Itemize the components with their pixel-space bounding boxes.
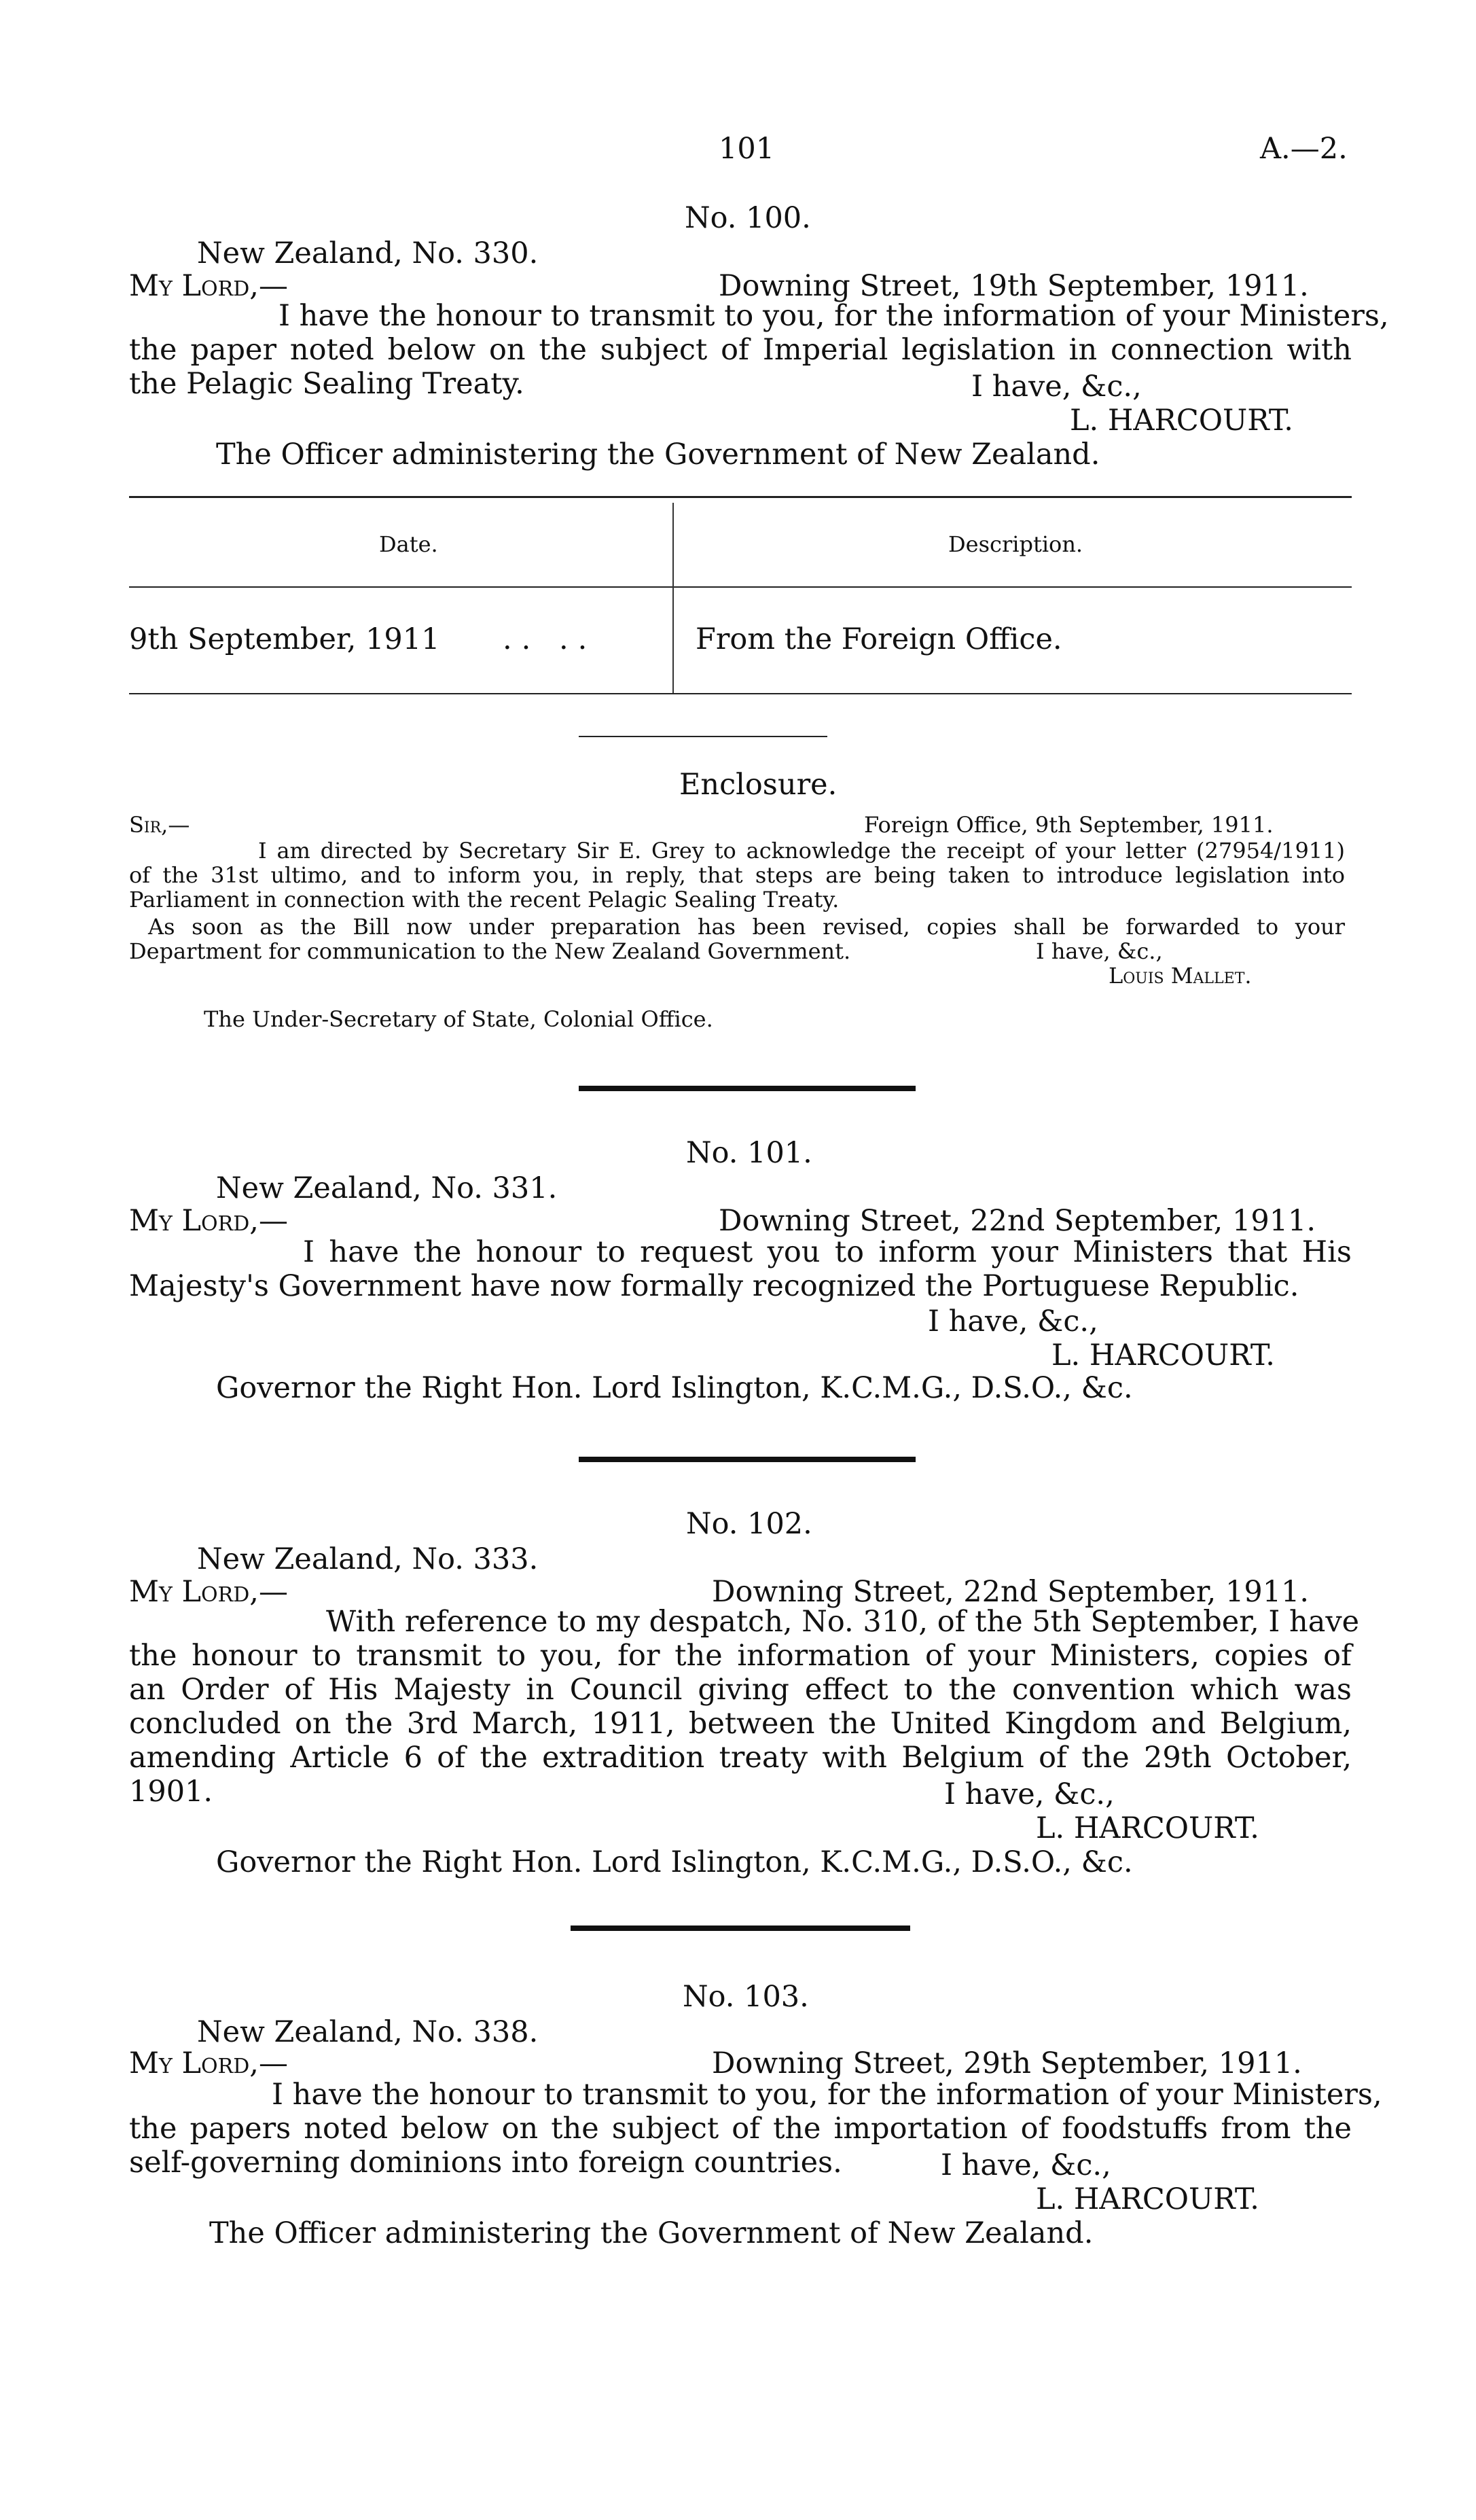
enclosure-closing: I have, &c., <box>1036 938 1163 964</box>
letter-reference: New Zealand, No. 330. <box>197 236 539 270</box>
separator-rule <box>579 736 827 737</box>
section-divider <box>571 1926 910 1931</box>
body-line: Majesty's Government have now formally recognized the Portuguese Republic. <box>129 1269 1299 1303</box>
salutation: My Lord,— <box>129 2046 288 2080</box>
enclosure-title: Enclosure. <box>679 768 838 802</box>
body-line: I have the honour to transmit to you, for the information of your Ministers, <box>278 299 1389 333</box>
addressee: Governor the Right Hon. Lord Islington, K.C.M.G., D.S.O., &c. <box>216 1371 1133 1405</box>
closing: I have, &c., <box>941 2148 1111 2182</box>
enclosure-address-date: Foreign Office, 9th September, 1911. <box>864 812 1274 838</box>
letter-number: No. 102. <box>686 1507 812 1541</box>
body-line: self-governing dominions into foreign countries. <box>129 2146 842 2180</box>
salutation: My Lord,— <box>129 269 288 303</box>
table-bottom-rule <box>129 693 1352 694</box>
body-line: I have the honour to request you to inform your Ministers that His <box>303 1235 1352 1269</box>
salutation: My Lord,— <box>129 1204 288 1238</box>
enclosure-salutation: Sir,— <box>129 812 190 838</box>
enclosure-line: Department for communication to the New Zealand Government. <box>129 938 851 964</box>
addressee: The Officer administering the Government of New Zealand. <box>216 438 1100 472</box>
enclosure-addressee: The Under-Secretary of State, Colonial Office. <box>204 1006 713 1032</box>
addressee: Governor the Right Hon. Lord Islington, K.C.M.G., D.S.O., &c. <box>216 1845 1133 1879</box>
salutation: My Lord,— <box>129 1575 288 1609</box>
section-divider <box>579 1457 916 1462</box>
address-date: Downing Street, 19th September, 1911. <box>719 269 1309 303</box>
address-date: Downing Street, 29th September, 1911. <box>712 2046 1302 2080</box>
table-header-date: Date. <box>379 531 438 557</box>
enclosure-signature: Louis Mallet. <box>1109 963 1252 989</box>
document-code: A.—2. <box>1260 132 1348 166</box>
addressee: The Officer administering the Government of New Zealand. <box>209 2216 1094 2250</box>
letter-number: No. 101. <box>686 1136 812 1170</box>
enclosure-line: As soon as the Bill now under preparation has been revised, copies shall be forwarded to your <box>148 914 1345 940</box>
letter-number: No. 103. <box>683 1980 809 2014</box>
body-line: an Order of His Majesty in Council giving effect to the convention which was <box>129 1673 1352 1707</box>
table-header-rule <box>129 586 1352 588</box>
body-line: the paper noted below on the subject of Imperial legislation in connection with <box>129 333 1352 367</box>
body-line: With reference to my despatch, No. 310, of the 5th September, I have <box>326 1605 1360 1639</box>
closing: I have, &c., <box>944 1777 1115 1811</box>
letter-reference: New Zealand, No. 338. <box>197 2015 539 2049</box>
signature: L. HARCOURT. <box>1070 404 1293 438</box>
body-line: I have the honour to transmit to you, for the information of your Ministers, <box>272 2078 1382 2112</box>
signature: L. HARCOURT. <box>1036 2182 1259 2216</box>
table-cell-description: From the Foreign Office. <box>696 622 1062 656</box>
page-number: 101 <box>719 132 775 166</box>
signature: L. HARCOURT. <box>1051 1338 1275 1372</box>
body-line: concluded on the 3rd March, 1911, between the United Kingdom and Belgium, <box>129 1707 1352 1741</box>
enclosure-line: of the 31st ultimo, and to inform you, in reply, that steps are being taken to introduce legislation into <box>129 862 1345 888</box>
body-line: 1901. <box>129 1775 213 1809</box>
body-line: the papers noted below on the subject of the importation of foodstuffs from the <box>129 2112 1352 2146</box>
body-line: the honour to transmit to you, for the information of your Ministers, copies of <box>129 1639 1352 1673</box>
table-cell-leaders: .. .. <box>503 622 597 656</box>
signature: L. HARCOURT. <box>1036 1811 1259 1845</box>
letter-reference: New Zealand, No. 333. <box>197 1542 539 1576</box>
enclosure-line: I am directed by Secretary Sir E. Grey to acknowledge the receipt of your letter (27954/1911) <box>258 838 1345 864</box>
body-line: amending Article 6 of the extradition treaty with Belgium of the 29th October, <box>129 1741 1352 1775</box>
body-line: the Pelagic Sealing Treaty. <box>129 367 524 401</box>
table-cell-date: 9th September, 1911 <box>129 622 440 656</box>
section-divider <box>579 1086 916 1091</box>
address-date: Downing Street, 22nd September, 1911. <box>719 1204 1316 1238</box>
table-column-divider <box>672 503 674 694</box>
closing: I have, &c., <box>971 370 1142 404</box>
table-header-description: Description. <box>948 531 1083 557</box>
table-top-rule <box>129 496 1352 498</box>
enclosure-line: Parliament in connection with the recent Pelagic Sealing Treaty. <box>129 887 840 912</box>
address-date: Downing Street, 22nd September, 1911. <box>712 1575 1310 1609</box>
letter-number: No. 100. <box>685 201 811 235</box>
letter-reference: New Zealand, No. 331. <box>216 1171 558 1205</box>
closing: I have, &c., <box>928 1305 1098 1338</box>
